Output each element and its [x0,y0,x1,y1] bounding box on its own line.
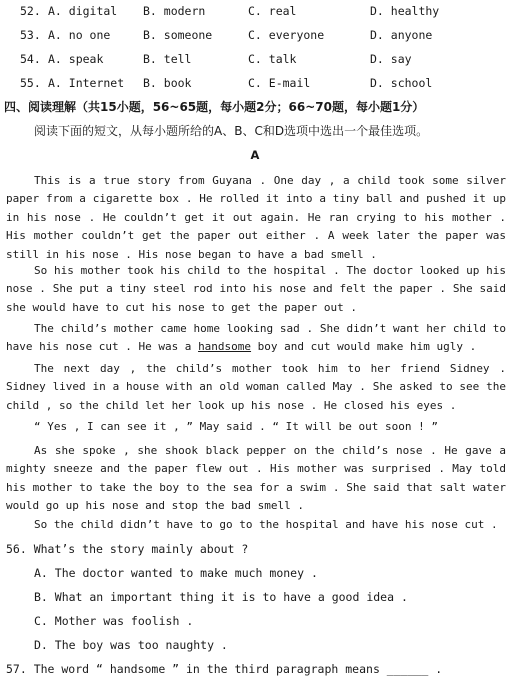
underlined-word: handsome [198,340,252,354]
question-number: 53. [20,28,41,42]
question-56-option-d: D. The boy was too naughty . [34,638,228,652]
option-d: D. say [370,52,412,66]
question-54-row [0,50,510,68]
paragraph-3-tail: boy and cut would make him ugly . [251,340,477,354]
option-a: A. no one [48,28,111,42]
question-number: 52. [20,4,41,18]
option-b: B. tell [143,52,192,66]
paragraph-4: The next day , the child’s mother took him to her friend Sidney . Sidney lived in a house with an old woman called May . She asked to see the child , so the child let her look up his nose . He closed his eyes . [6,362,506,412]
option-b: B. modern [143,4,206,18]
option-c: C. E-mail [248,76,311,90]
question-56-option-c: C. Mother was foolish . [34,614,194,628]
option-a: A. Internet [48,76,125,90]
paragraph-3 [6,320,506,357]
section-heading: 四、阅读理解（共15小题，56~65题，每小题2分；66~70题，每小题1分） [4,100,425,114]
option-d: D. anyone [370,28,433,42]
paragraph-2: So his mother took his child to the hospital . The doctor looked up his nose . She put a tiny steel rod into his nose and felt the paper . She said she would have to cut his nose to get the paper out . [6,264,506,314]
option-c: C. real [248,4,297,18]
question-56-stem: 56. What’s the story mainly about ? [6,542,249,556]
option-d: D. healthy [370,4,440,18]
question-52-row [0,2,510,20]
question-number: 54. [20,52,41,66]
option-a: A. speak [48,52,104,66]
question-53-row [0,26,510,44]
question-56-option-b: B. What an important thing it is to have a good idea . [34,590,408,604]
question-55-row [0,74,510,92]
paragraph-6: As she spoke , she shook black pepper on the child’s nose . He gave a mighty sneeze and the paper flew out . His mother was surprised . May told his mother to take the boy to the sea for a swim . She said that salt water would go up his nose and stop the bad smell . [6,444,506,513]
question-number: 55. [20,76,41,90]
passage-label: A [250,148,260,162]
option-c: C. talk [248,52,297,66]
question-57-stem: 57. The word “ handsome ” in the third paragraph means ______ . [6,662,443,676]
option-b: B. someone [143,28,213,42]
option-b: B. book [143,76,192,90]
option-a: A. digital [48,4,118,18]
option-c: C. everyone [248,28,325,42]
paragraph-3-text: The child’s mother came home looking sad . She didn’t want her child to have his nose cut . He was a [6,322,506,354]
paragraph-5: “ Yes , I can see it , ” May said . “ It will be out soon ! ” [34,420,438,433]
instructions: 阅读下面的短文，从每小题所给的A、B、C和D选项中选出一个最佳选项。 [34,124,429,138]
paragraph-1: This is a true story from Guyana . One day , a child took some silver paper from a cigarette box . He rolled it into a tiny ball and pushed it up in his nose . He couldn’t get it out again. He ran crying to his mother . His mother couldn’t get the paper out either . A week later the paper was still in his nose . His nose began to have a bad smell . [6,174,506,261]
question-56-option-a: A. The doctor wanted to make much money . [34,566,318,580]
option-d: D. school [370,76,433,90]
paragraph-7: So the child didn’t have to go to the hospital and have his nose cut . [34,518,498,531]
